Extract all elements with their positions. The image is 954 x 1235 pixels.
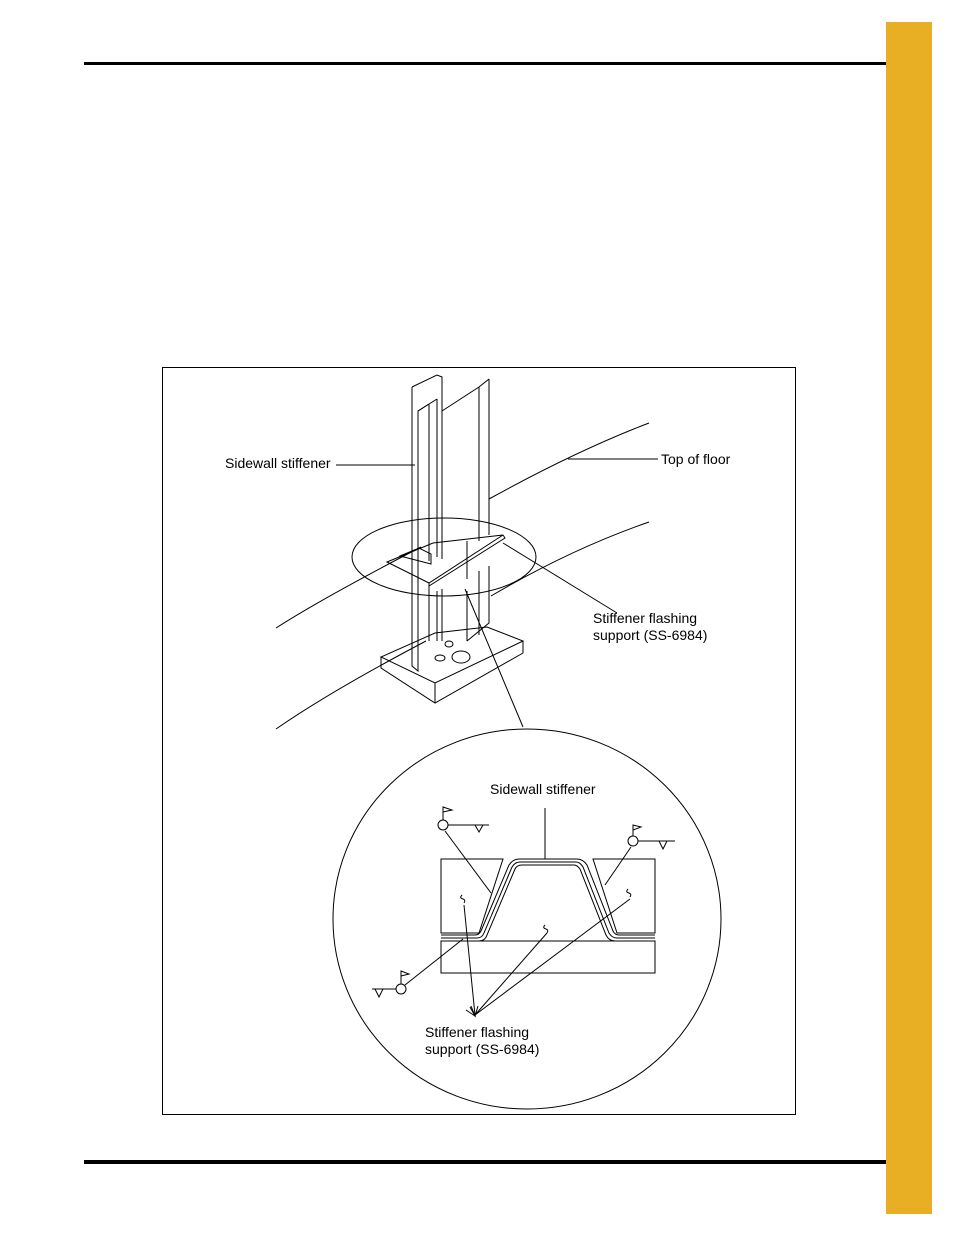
detail-stiffener-profile xyxy=(441,859,655,941)
label-detail-flashing-support-line2: support (SS-6984) xyxy=(425,1041,540,1057)
sidewall-stiffener-column xyxy=(412,375,489,671)
label-flashing-support-line2: support (SS-6984) xyxy=(593,627,708,643)
leader-flashing-support xyxy=(503,543,617,613)
label-sidewall-stiffener: Sidewall stiffener xyxy=(225,455,331,471)
weld-symbol-right-top xyxy=(605,825,675,885)
flashing-support-plate xyxy=(387,535,505,586)
footer-rule xyxy=(84,1160,926,1164)
label-top-of-floor: Top of floor xyxy=(661,451,731,467)
detail-wall-blocks xyxy=(441,859,655,973)
label-detail-sidewall-stiffener: Sidewall stiffener xyxy=(490,781,596,797)
weld-symbol-left-bottom xyxy=(372,939,463,997)
weld-symbol-left-top xyxy=(438,807,491,893)
label-flashing-support-line1: Stiffener flashing xyxy=(593,610,698,626)
section-side-tab xyxy=(886,22,932,1214)
weld-mark xyxy=(461,895,465,903)
base-plate xyxy=(381,627,523,703)
leader-detail-flashing-support xyxy=(464,899,630,1016)
header-rule xyxy=(84,62,926,65)
floor-curve-upper xyxy=(276,423,649,628)
label-detail-flashing-support-line1: Stiffener flashing xyxy=(425,1024,530,1040)
figure-frame xyxy=(162,367,796,1115)
weld-mark xyxy=(627,889,631,897)
stiffener-flashing-diagram xyxy=(163,368,795,1114)
weld-mark xyxy=(544,925,548,933)
detail-highlight-ellipse xyxy=(352,518,536,596)
